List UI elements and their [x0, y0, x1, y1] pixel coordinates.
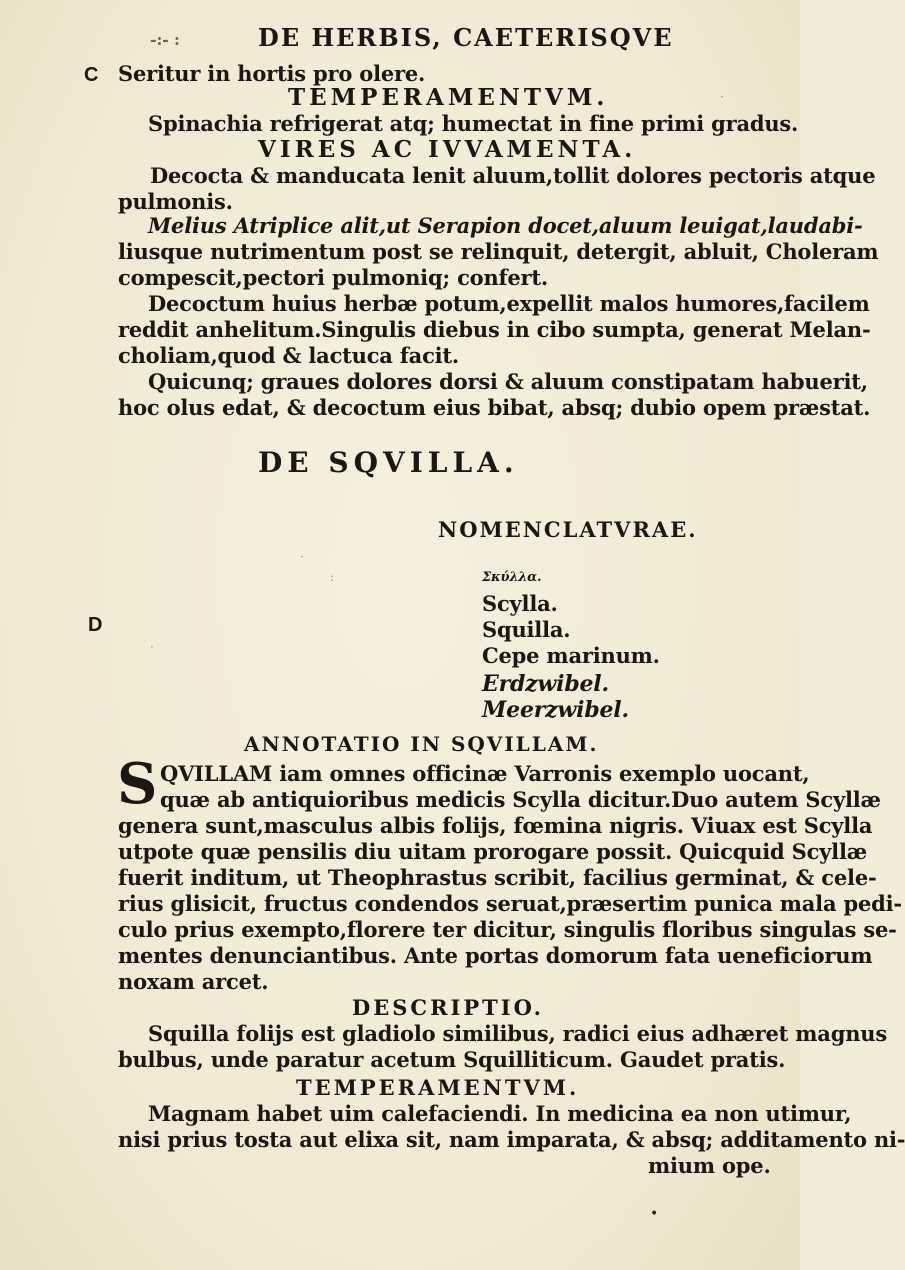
- name-meerzwibel: Meerzwibel.: [482, 697, 629, 723]
- text-line: Spinachia refrigerat atq; humectat in fine primi gradus.: [148, 111, 799, 136]
- section-title: DE SQVILLA.: [258, 446, 519, 479]
- text-line: quæ ab antiquioribus medicis Scylla dicitur.Duo autem Scyllæ: [160, 787, 881, 812]
- ink-dot: •: [650, 1206, 659, 1222]
- text-line: Decoctum huius herbæ potum,expellit malos humores,facilem: [148, 291, 870, 316]
- nomenclaturae-heading: NOMENCLATVRAE.: [438, 517, 698, 542]
- text-line: mentes denunciantibus. Ante portas domorum fata ueneficiorum: [118, 943, 873, 968]
- name-cepe-marinum: Cepe marinum.: [482, 643, 660, 668]
- running-header: DE HERBIS, CAETERISQVE: [258, 23, 674, 52]
- name-squilla: Squilla.: [482, 617, 571, 642]
- text-line: compescit,pectori pulmoniq; confert.: [118, 265, 549, 290]
- text-line: nisi prius tosta aut elixa sit, nam imparata, & absq; additamento ni-: [118, 1127, 905, 1152]
- text-line: Magnam habet uim calefaciendi. In medicina ea non utimur,: [148, 1101, 852, 1126]
- margin-letter-c: C: [84, 64, 99, 86]
- text-line: culo prius exempto,florere ter dicitur, singulis floribus singulas se-: [118, 917, 897, 942]
- ink-speck: :: [330, 570, 335, 584]
- text-line: genera sunt,masculus albis folijs, fœmina nigris. Viuax est Scylla: [118, 813, 873, 838]
- text-line: choliam,quod & lactuca facit.: [118, 343, 460, 368]
- text-line: QVILLAM iam omnes officinæ Varronis exemplo uocant,: [160, 761, 810, 786]
- margin-letter-d: D: [88, 614, 103, 636]
- text-line: Melius Atriplice alit,ut Serapion docet,aluum leuigat,laudabi-: [148, 213, 863, 238]
- text-line: utpote quæ pensilis diu uitam prorogare possit. Quicquid Scyllæ: [118, 839, 868, 864]
- descriptio-heading: DESCRIPTIO.: [352, 995, 544, 1020]
- text-line: hoc olus edat, & decoctum eius bibat, absq; dubio opem præstat.: [118, 395, 871, 420]
- name-greek: Σκύλλα.: [482, 570, 542, 585]
- ink-speck: ·: [300, 550, 304, 564]
- text-line: mium ope.: [648, 1153, 771, 1178]
- name-scylla: Scylla.: [482, 591, 558, 616]
- text-line: Decocta & manducata lenit aluum,tollit dolores pectoris atque: [150, 163, 876, 188]
- temperamentum-heading-2: TEMPERAMENTVM.: [296, 1075, 580, 1100]
- text-line: reddit anhelitum.Singulis diebus in cibo sumpta, generat Melan-: [118, 317, 871, 342]
- text-line: Quicunq; graues dolores dorsi & aluum constipatam habuerit,: [148, 369, 868, 394]
- heading-temperamentum: TEMPERAMENTVM.: [288, 84, 609, 111]
- name-erdzwibel: Erdzwibel.: [482, 671, 609, 697]
- text-line: fuerit inditum, ut Theophrastus scribit, facilius germinat, & cele-: [118, 865, 877, 890]
- annotatio-heading: ANNOTATIO IN SQVILLAM.: [244, 732, 599, 756]
- drop-cap: S: [117, 751, 158, 817]
- text-line: pulmonis.: [118, 189, 233, 214]
- text-line: Squilla folijs est gladiolo similibus, radici eius adhæret magnus: [148, 1021, 887, 1046]
- ink-speck: ·: [150, 640, 154, 654]
- header-ornament: -:- :: [150, 30, 180, 49]
- text-line: bulbus, unde paratur acetum Squilliticum. Gaudet pratis.: [118, 1047, 786, 1072]
- heading-vires: VIRES AC IVVAMENTA.: [258, 136, 637, 163]
- text-line: liusque nutrimentum post se relinquit, detergit, abluit, Choleram: [118, 239, 879, 264]
- text-line: Seritur in hortis pro olere.: [118, 61, 426, 86]
- text-line: rius glisicit, fructus condendos seruat,præsertim punica mala pedi-: [118, 891, 902, 916]
- text-line: noxam arcet.: [118, 969, 269, 994]
- ink-speck: ·: [720, 90, 724, 104]
